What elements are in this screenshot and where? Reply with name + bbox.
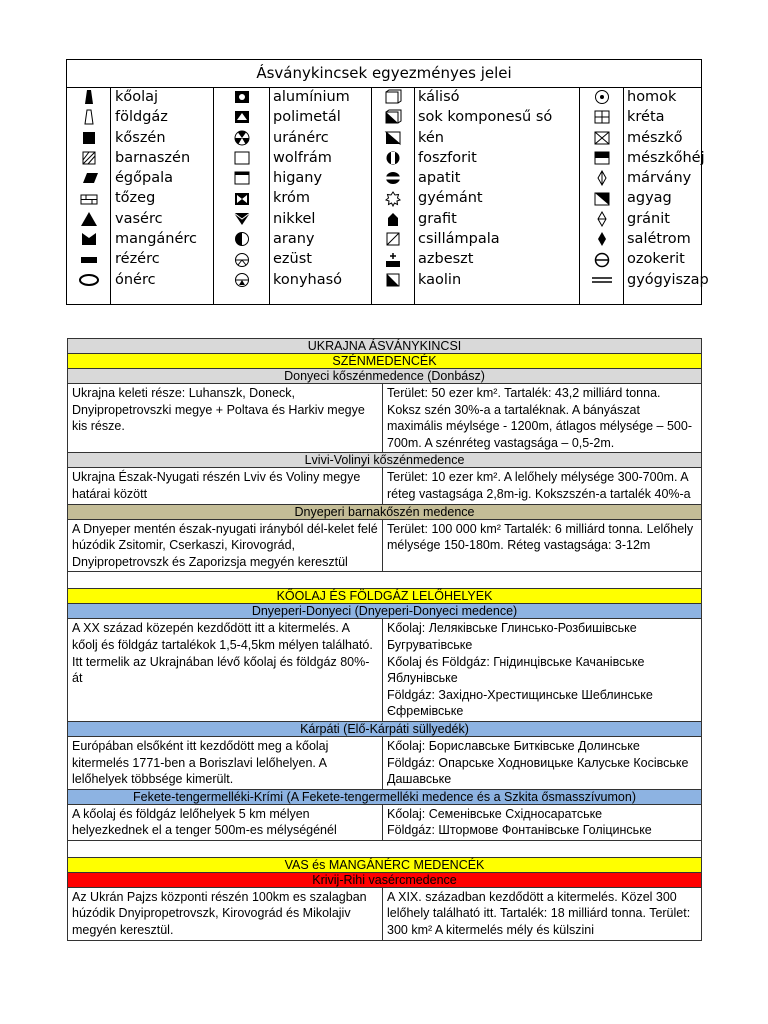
limestone-icon (592, 130, 612, 146)
silver-icon (232, 252, 252, 268)
chromium-icon (232, 191, 252, 207)
legend-labels-col-1 (110, 87, 213, 304)
basin-name: Lvivi-Volinyi kőszénmedence (68, 453, 702, 468)
section-header-coal: SZÉNMEDENCÉK (68, 354, 702, 369)
legend-symbols-col-3 (371, 87, 415, 304)
basin-location: Ukrajna Észak-Nyugati részén Lviv és Voliny megye határai között (68, 468, 383, 504)
legend-label: nikkel (273, 210, 316, 227)
legend-label: égőpala (115, 170, 173, 187)
legend-label: ezüst (273, 251, 312, 268)
sand-icon (592, 89, 612, 105)
legend-label: homok (627, 89, 677, 105)
legend-label: alumínium (273, 89, 350, 105)
mixed-salt-icon (383, 109, 403, 125)
clay-icon (592, 191, 612, 207)
manganese-icon (79, 231, 99, 247)
legend-label: tőzeg (115, 190, 156, 207)
table-row (68, 384, 702, 453)
legend-label: ozokerit (627, 251, 685, 268)
basin-location: A kőolaj és földgáz lelőhelyek 5 km mélyen helyezkednek el a tenger 500m-es mélységénél (68, 804, 383, 840)
legend-label: salétrom (627, 231, 691, 248)
minerals-table (67, 338, 702, 941)
legend-symbols-col-1 (67, 87, 111, 304)
basin-location: A XX század közepén kezdődött itt a kitermelés. A kőolj és földgáz tartalékok 1,5-4,5km mélyen található. Itt termelik az Ukrajnában lévő kőolaj és földgáz 80%-át (68, 619, 383, 722)
legend-label: földgáz (115, 109, 168, 126)
legend-label: higany (273, 170, 323, 187)
legend-label: barnaszén (115, 149, 191, 166)
basin-name: Krivij-Rihi vasércmedence (68, 872, 702, 887)
oil-shale-icon (79, 170, 99, 186)
basin-location: Az Ukrán Pajzs központi részén 100km es szalagban húzódik Dnyipropetrovszk, Kirovográd és Mikolajiv megyén keresztül. (68, 887, 383, 940)
legend-labels-col-3 (413, 87, 579, 304)
salt-icon (232, 272, 252, 288)
field-list-line: Földgáz: Західно-Хрестищинське Шеблинське Єфремівське (387, 687, 653, 719)
basin-name: Donyeci kőszénmedence (Donbász) (68, 369, 702, 384)
peat-icon (79, 191, 99, 207)
basin-name: Dnyeperi barnakőszén medence (68, 504, 702, 519)
table-row (68, 468, 702, 504)
marble-icon (592, 170, 612, 186)
tungsten-icon (232, 150, 252, 166)
spacer-row (68, 840, 702, 857)
legend-label: polimetál (273, 109, 341, 126)
basin-details: Terület: 50 ezer km². Tartalék: 43,2 milliárd tonna. Koksz szén 30%-a a tartaléknak. A bányászat maximális méylsége - 1200m, átlagos mélysége – 500-700m. A szénréteg vastagsága – 0,5-2m. (383, 384, 702, 453)
apatite-icon (383, 170, 403, 186)
legend-title: Ásványkincsek egyezményes jelei (67, 60, 701, 88)
legend-label: márvány (627, 170, 692, 187)
basin-details: A XIX. században kezdődött a kitermelés. Közel 300 lelőhely található itt. Tartalék: 18 milliárd tonna. Terület: 300 km² A kitermelés mély és külszini (383, 887, 702, 940)
legend-symbols-col-4 (579, 87, 624, 304)
legend-label: mészkő (627, 129, 683, 146)
kaolin-icon (383, 272, 403, 288)
legend-labels-col-2 (268, 87, 371, 304)
table-row (68, 804, 702, 840)
gold-icon (232, 231, 252, 247)
legend-label: grafit (418, 210, 457, 227)
tin-icon (79, 272, 99, 288)
chalk-icon (592, 109, 612, 125)
legend-label: kréta (627, 109, 665, 126)
oil-icon (79, 89, 99, 105)
legend-label: konyhasó (273, 271, 343, 288)
legend-label: agyag (627, 190, 672, 207)
iron-ore-icon (79, 211, 99, 227)
legend-label: króm (273, 190, 311, 207)
field-list-line: Kőolaj: Бориславське Битківське Долинське (387, 738, 640, 753)
ozokerite-icon (592, 252, 612, 268)
basin-details: Terület: 10 ezer km². A lelőhely mélysége 300-700m. A réteg vastagsága 2,8m-ig. Kokszszén-a tartalék 40%-a (383, 468, 702, 504)
basin-details (383, 736, 702, 789)
table-row (68, 736, 702, 789)
basin-name: Fekete-tengermelléki-Krími (A Fekete-tengermelléki medence és a Szkita ősmasszívumon) (68, 789, 702, 804)
basin-location: A Dnyeper mentén észak-nyugati irányból dél-kelet felé húzódik Zsitomir, Cserkaszi, Kirovográd, Dnyipropetrovszk és Zaporizsja megyén keresztül (68, 519, 383, 572)
legend-label: rézérc (115, 251, 160, 268)
uranium-icon (232, 130, 252, 146)
legend-label: gránit (627, 210, 670, 227)
copper-icon (79, 252, 99, 268)
legend-label: uránérc (273, 129, 329, 146)
spacer-row (68, 572, 702, 589)
field-list-line: Földgáz: Опарське Ходновицьке Калуське Косівське Дашавське (387, 755, 689, 787)
minerals-legend (66, 59, 709, 305)
legend-label: gyógyiszap (627, 271, 709, 288)
basin-name: Dnyeperi-Donyeci (Dnyeperi-Donyeci medence) (68, 604, 702, 619)
sulfur-icon (383, 130, 403, 146)
legend-label: kén (418, 129, 444, 146)
field-list-line: Kőolaj: Семенівське Східносаратське (387, 806, 603, 821)
basin-details (383, 619, 702, 722)
table-row (68, 619, 702, 722)
shell-limestone-icon (592, 150, 612, 166)
gas-icon (79, 109, 99, 125)
basin-name: Kárpáti (Elő-Kárpáti süllyedék) (68, 721, 702, 736)
legend-label: gyémánt (418, 190, 483, 207)
saltpeter-icon (592, 231, 612, 247)
asbestos-icon (383, 252, 403, 268)
diamond-icon (383, 191, 403, 207)
legend-label: mangánérc (115, 231, 198, 248)
granite-icon (592, 211, 612, 227)
legend-label: sok komponesű só (418, 109, 553, 126)
table-title: UKRAJNA ÁSVÁNYKINCSI (68, 339, 702, 354)
aluminium-icon (232, 89, 252, 105)
legend-label: kálisó (418, 89, 460, 105)
table-row (68, 887, 702, 940)
legend-symbols-col-2 (213, 87, 270, 304)
basin-details: Terület: 100 000 km² Tartalék: 6 milliárd tonna. Lelőhely mélysége 150-180m. Réteg vastagsága: 3-12m (383, 519, 702, 572)
field-list-line: Kőolaj és Földgáz: Гнідинцівське Качанівське Яблунівське (387, 654, 645, 686)
basin-details (383, 804, 702, 840)
coal-icon (79, 130, 99, 146)
legend-label: azbeszt (418, 251, 474, 268)
legend-label: vasérc (115, 210, 163, 227)
healing-mud-icon (592, 272, 612, 288)
legend-label: foszforit (418, 149, 477, 166)
mica-schist-icon (383, 231, 403, 247)
legend-label: kőolaj (115, 89, 159, 105)
phosphorite-icon (383, 150, 403, 166)
field-list-line: Földgáz: Штормове Фонтанівське Голіцинське (387, 823, 652, 838)
legend-labels-col-4 (622, 87, 709, 304)
potash-icon (383, 89, 403, 105)
legend-label: kőszén (115, 129, 166, 146)
legend-label: kaolin (418, 271, 462, 288)
mercury-icon (232, 170, 252, 186)
graphite-icon (383, 211, 403, 227)
table-row (68, 519, 702, 572)
polymetal-icon (232, 109, 252, 125)
nickel-icon (232, 211, 252, 227)
brown-coal-icon (79, 150, 99, 166)
legend-label: arany (273, 231, 315, 248)
legend-label: mészkőhéj (627, 149, 705, 166)
basin-location: Európában elsőként itt kezdődött meg a kőolaj kitermelés 1771-ben a Boriszlavi lelőhelyen. A lelőhelyek többsége kimerült. (68, 736, 383, 789)
legend-label: apatit (418, 170, 461, 187)
legend-label: wolfrám (273, 149, 332, 166)
legend-label: csillámpala (418, 231, 500, 248)
section-header-oil-gas: KŐOLAJ ÉS FÖLDGÁZ LELŐHELYEK (68, 589, 702, 604)
legend-label: ónérc (115, 271, 156, 288)
basin-location: Ukrajna keleti része: Luhanszk, Doneck, Dnyipropetrovszki megye + Poltava és Harkiv megye kis része. (68, 384, 383, 453)
section-header-iron: VAS és MANGÁNÉRC MEDENCÉK (68, 857, 702, 872)
field-list-line: Kőolaj: Леляківське Глинсько-Розбишівське Бугруватівське (387, 621, 637, 652)
